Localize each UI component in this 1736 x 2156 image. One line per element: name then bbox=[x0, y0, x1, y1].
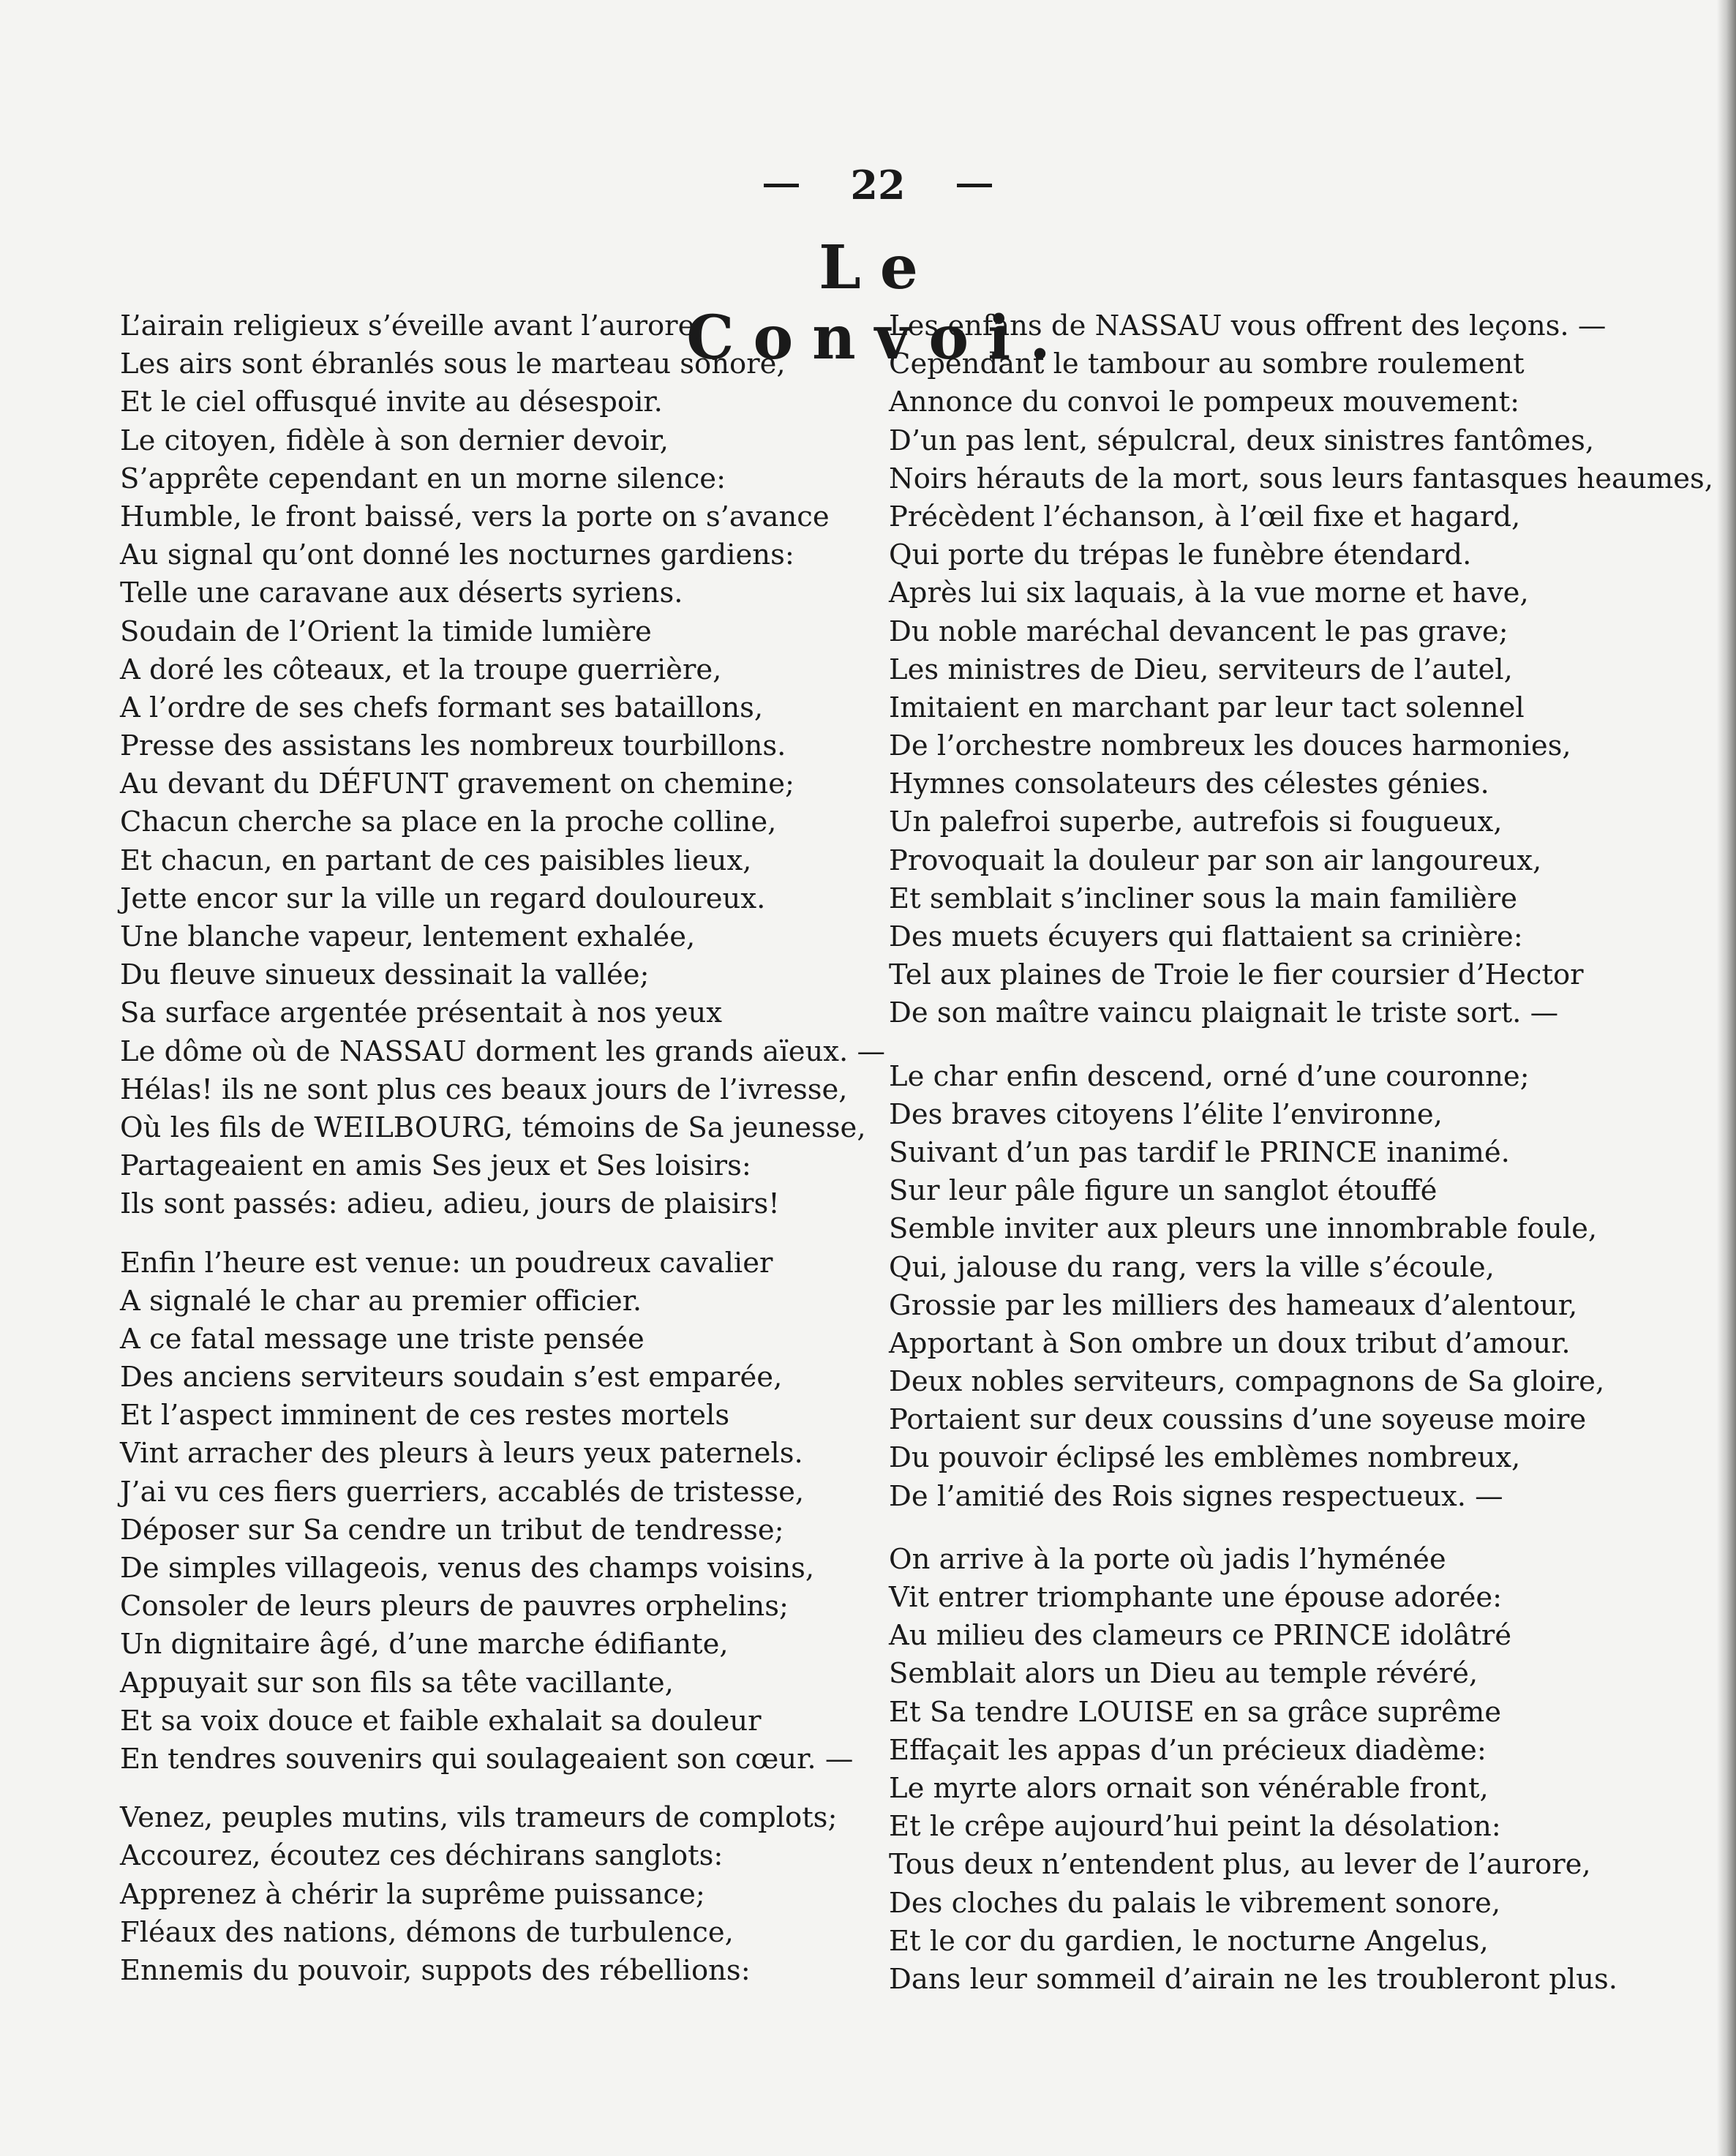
verse-line: Les airs sont ébranlés sous le marteau sonore, bbox=[120, 348, 786, 381]
verse-line: Au milieu des clameurs ce PRINCE idolâtré bbox=[889, 1619, 1512, 1653]
verse-line: Et le cor du gardien, le nocturne Angelus, bbox=[889, 1924, 1489, 1958]
verse-line: Les enfans de NASSAU vous offrent des leçons. — bbox=[889, 309, 1607, 342]
verse-line: Provoquait la douleur par son air langoureux, bbox=[889, 844, 1542, 877]
verse-line: Au devant du DÉFUNT gravement on chemine; bbox=[120, 767, 794, 801]
verse-line: Des muets écuyers qui flattaient sa crinière: bbox=[889, 920, 1523, 953]
verse-line: Grossie par les milliers des hameaux d’alentour, bbox=[889, 1288, 1578, 1322]
verse-line: Et le crêpe aujourd’hui peint la désolation: bbox=[889, 1810, 1501, 1844]
left-column bbox=[120, 307, 895, 2010]
verse-line: Du fleuve sinueux dessinait la vallée; bbox=[120, 958, 650, 992]
verse-line: Jette encor sur la ville un regard douloureux. bbox=[120, 882, 766, 915]
verse-line: Un dignitaire âgé, d’une marche édifiante, bbox=[120, 1628, 729, 1661]
verse-line: Et chacun, en partant de ces paisibles lieux, bbox=[120, 844, 752, 877]
page-edge-shadow bbox=[1717, 0, 1736, 2156]
verse-line: Hymnes consolateurs des célestes génies. bbox=[889, 767, 1489, 801]
verse-line: D’un pas lent, sépulcral, deux sinistres fantômes, bbox=[889, 424, 1595, 457]
verse-line: Soudain de l’Orient la timide lumière bbox=[120, 615, 652, 648]
verse-line: Partageaient en amis Ses jeux et Ses loisirs: bbox=[120, 1149, 751, 1183]
verse-line: Et semblait s’incliner sous la main familière bbox=[889, 882, 1517, 915]
verse-line: J’ai vu ces fiers guerriers, accablés de tristesse, bbox=[120, 1475, 805, 1509]
verse-line: Du pouvoir éclipsé les emblèmes nombreux, bbox=[889, 1441, 1521, 1475]
header-dash-left bbox=[764, 184, 799, 187]
stanza bbox=[120, 307, 895, 1224]
verse-line: Où les fils de WEILBOURG, témoins de Sa jeunesse, bbox=[120, 1111, 866, 1144]
verse-line: Apprenez à chérir la suprême puissance; bbox=[120, 1877, 705, 1911]
page-number: 22 bbox=[850, 162, 906, 209]
verse-line: Précèdent l’échanson, à l’œil fixe et hagard, bbox=[889, 500, 1521, 533]
verse-line: Des braves citoyens l’élite l’environne, bbox=[889, 1097, 1443, 1131]
verse-line: De l’orchestre nombreux les douces harmonies, bbox=[889, 729, 1571, 763]
verse-line: Vint arracher des pleurs à leurs yeux paternels. bbox=[120, 1437, 803, 1470]
verse-line: Des cloches du palais le vibrement sonore, bbox=[889, 1886, 1501, 1920]
verse-line: Dans leur sommeil d’airain ne les troubleront plus. bbox=[889, 1962, 1617, 1996]
verse-line: De simples villageois, venus des champs voisins, bbox=[120, 1552, 815, 1585]
verse-line: Semblait alors un Dieu au temple révéré, bbox=[889, 1657, 1478, 1691]
verse-line: A signalé le char au premier officier. bbox=[120, 1284, 642, 1318]
verse-line: Un palefroi superbe, autrefois si fougueux, bbox=[889, 805, 1503, 839]
right-column bbox=[889, 307, 1714, 2024]
verse-line: Ils sont passés: adieu, adieu, jours de plaisirs! bbox=[120, 1187, 780, 1221]
verse-line: Ennemis du pouvoir, suppots des rébellions: bbox=[120, 1953, 751, 1987]
verse-line: Imitaient en marchant par leur tact solennel bbox=[889, 691, 1525, 724]
verse-line: En tendres souvenirs qui soulageaient son cœur. — bbox=[120, 1742, 854, 1776]
verse-line: Presse des assistans les nombreux tourbillons. bbox=[120, 729, 786, 763]
verse-line: Humble, le front baissé, vers la porte on s’avance bbox=[120, 500, 830, 533]
verse-line: Sur leur pâle figure un sanglot étouffé bbox=[889, 1174, 1438, 1208]
verse-line: Cependant le tambour au sombre roulement bbox=[889, 348, 1525, 381]
header-dash-right bbox=[957, 184, 992, 187]
verse-line: Des anciens serviteurs soudain s’est emparée, bbox=[120, 1361, 783, 1394]
verse-line: Du noble maréchal devancent le pas grave; bbox=[889, 615, 1508, 648]
stanza bbox=[889, 1058, 1664, 1516]
verse-line: Chacun cherche sa place en la proche colline, bbox=[120, 805, 777, 839]
verse-line: Au signal qu’ont donné les nocturnes gardiens: bbox=[120, 538, 794, 572]
verse-line: Appuyait sur son fils sa tête vacillante, bbox=[120, 1666, 674, 1699]
verse-line: Le citoyen, fidèle à son dernier devoir, bbox=[120, 424, 669, 457]
verse-line: A ce fatal message une triste pensée bbox=[120, 1322, 645, 1356]
verse-line: Les ministres de Dieu, serviteurs de l’autel, bbox=[889, 653, 1513, 686]
page-header bbox=[724, 159, 1032, 211]
verse-line: Suivant d’un pas tardif le PRINCE inanimé. bbox=[889, 1135, 1510, 1169]
verse-line: L’airain religieux s’éveille avant l’aurore; bbox=[120, 309, 704, 342]
verse-line: Deux nobles serviteurs, compagnons de Sa gloire, bbox=[889, 1365, 1605, 1399]
verse-line: Accourez, écoutez ces déchirans sanglots: bbox=[120, 1839, 724, 1873]
verse-line: Et sa voix douce et faible exhalait sa douleur bbox=[120, 1704, 762, 1738]
poem-title: Le Convoi. bbox=[686, 233, 1070, 373]
stanza bbox=[889, 307, 1714, 1033]
verse-line: De l’amitié des Rois signes respectueux. — bbox=[889, 1479, 1503, 1513]
verse-line: Vit entrer triomphante une épouse adorée: bbox=[889, 1581, 1503, 1614]
stanza bbox=[889, 1541, 1664, 1999]
verse-line: Enfin l’heure est venue: un poudreux cavalier bbox=[120, 1246, 773, 1280]
verse-line: Effaçait les appas d’un précieux diadème: bbox=[889, 1733, 1487, 1767]
verse-line: Et le ciel offusqué invite au désespoir. bbox=[120, 386, 663, 419]
verse-line: Sa surface argentée présentait à nos yeux bbox=[120, 996, 722, 1030]
verse-line: Portaient sur deux coussins d’une soyeuse moire bbox=[889, 1403, 1587, 1437]
verse-line: Noirs hérauts de la mort, sous leurs fantasques heaumes, bbox=[889, 462, 1714, 495]
verse-line: A l’ordre de ses chefs formant ses bataillons, bbox=[120, 691, 764, 724]
verse-line: Semble inviter aux pleurs une innombrable foule, bbox=[889, 1212, 1598, 1246]
verse-line: Le char enfin descend, orné d’une couronne; bbox=[889, 1059, 1530, 1093]
verse-line: Une blanche vapeur, lentement exhalée, bbox=[120, 920, 696, 953]
verse-line: S’apprête cependant en un morne silence: bbox=[120, 462, 726, 495]
verse-line: Venez, peuples mutins, vils trameurs de complots; bbox=[120, 1801, 838, 1835]
verse-line: De son maître vaincu plaignait le triste sort. — bbox=[889, 996, 1559, 1030]
verse-line: Le myrte alors ornait son vénérable front, bbox=[889, 1771, 1489, 1805]
verse-line: Après lui six laquais, à la vue morne et have, bbox=[889, 576, 1529, 610]
verse-line: Hélas! ils ne sont plus ces beaux jours de l’ivresse, bbox=[120, 1073, 848, 1106]
verse-line: Tel aux plaines de Troie le fier coursier d’Hector bbox=[889, 958, 1584, 992]
verse-line: Et l’aspect imminent de ces restes mortels bbox=[120, 1399, 730, 1432]
verse-line: Qui, jalouse du rang, vers la ville s’écoule, bbox=[889, 1250, 1495, 1284]
verse-line: Le dôme où de NASSAU dorment les grands aïeux. — bbox=[120, 1034, 885, 1068]
stanza bbox=[120, 1244, 895, 1779]
verse-line: On arrive à la porte où jadis l’hyménée bbox=[889, 1542, 1446, 1576]
verse-line: Tous deux n’entendent plus, au lever de l’aurore, bbox=[889, 1848, 1591, 1882]
verse-line: Apportant à Son ombre un doux tribut d’amour. bbox=[889, 1326, 1571, 1360]
verse-line: Annonce du convoi le pompeux mouvement: bbox=[889, 386, 1520, 419]
verse-line: Fléaux des nations, démons de turbulence, bbox=[120, 1915, 734, 1949]
verse-line: Et Sa tendre LOUISE en sa grâce suprême bbox=[889, 1695, 1502, 1729]
stanza bbox=[120, 1799, 895, 1990]
verse-line: Qui porte du trépas le funèbre étendard. bbox=[889, 538, 1472, 572]
verse-line: A doré les côteaux, et la troupe guerrière, bbox=[120, 653, 722, 686]
verse-line: Déposer sur Sa cendre un tribut de tendresse; bbox=[120, 1513, 784, 1547]
verse-line: Consoler de leurs pleurs de pauvres orphelins; bbox=[120, 1590, 789, 1623]
verse-line: Telle une caravane aux déserts syriens. bbox=[120, 576, 683, 610]
